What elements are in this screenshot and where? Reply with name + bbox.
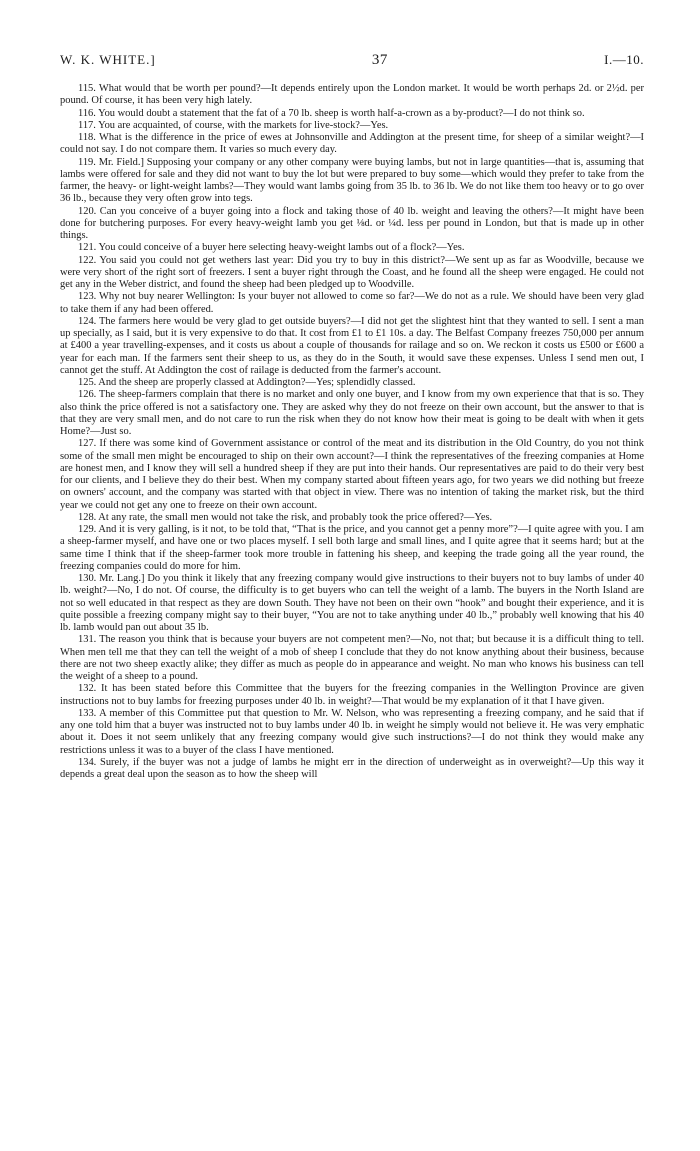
paragraph-115: 115. What would that be worth per pound?—It depends entirely upon the London market. It would be worth perhaps 2d. or 2½d. per pound. Of course, it has been very high lately. — [60, 83, 644, 107]
paragraph-118: 118. What is the difference in the price of ewes at Johnsonville and Addington at the present time, for sheep of a similar weight?—I could not say. I do not compare them. It varies so much every day. — [60, 132, 644, 156]
paragraph-128: 128. At any rate, the small men would not take the risk, and probably took the price offered?—Yes. — [78, 511, 493, 523]
paragraph-127: 127. If there was some kind of Government assistance or control of the meat and its distribution in the Old Country, do you not think some of the small men might be encouraged to ship on their own account?—I think the representatives of the freezing companies at Home are honest men, and I know they will sell a hundred sheep if they are put into their hands. Our representatives are paid to do their very best for our clients, and I believe they do their best. When my company started about fifteen years ago, for two years we did nothing but freeze on owners' account, and the company was started with that object in view. There was no intention of taking the market risk, but the third year we could not get any one to freeze on their own account. — [60, 438, 644, 511]
paragraph-133: 133. A member of this Committee put that question to Mr. W. Nelson, who was representing a freezing company, and he said that if any one told him that a buyer was instructed not to buy lambs under 40 lb. in weight he simply would not believe it. He was very emphatic about it. Does it not seem unlikely that any freezing company would give such instructions?—I do not think they would make any restrictions unless it was to a buyer of the class I have mentioned. — [60, 707, 644, 756]
paragraph-123: 123. Why not buy nearer Wellington: Is your buyer not allowed to come so far?—We do not as a rule. We should have been very glad to take them if any had been offered. — [60, 291, 644, 315]
paragraph-126: 126. The sheep-farmers complain that there is no market and only one buyer, and I know from my own experience that that is so. They also think the price offered is not a satisfactory one. They are asked why they do not freeze on their own account, but the answer to that is that they are very small men, and do not care to run the risk when they do not know how their meat is going to be dealt with when it gets Home?—Just so. — [60, 389, 644, 437]
paragraph-120: 120. Can you conceive of a buyer going into a flock and taking those of 40 lb. weight and leaving the others?—It might have been done for butchering purposes. For every heavy-weight lamb you get ⅛d. or ¼d. less per pound in London, but that is made up in other things. — [60, 205, 644, 241]
running-head-witness: W. K. WHITE.] — [60, 52, 156, 67]
paragraph-122: 122. You said you could not get wethers last year: Did you try to buy in this district?—We sent up as far as Woodville, because we were very short of the right sort of freezers. I sent a buyer right through the Coast, and he found all the sheep were engaged. He could not get any in the Weber district, and found the sheep had been pledged up to Woodville. — [60, 254, 644, 290]
paragraph-116: 116. You would doubt a statement that the fat of a 70 lb. sheep is worth half-a-crown as a by-product?—I do not think so. — [78, 107, 585, 119]
paragraph-121: 121. You could conceive of a buyer here selecting heavy-weight lambs out of a flock?—Yes. — [78, 242, 465, 254]
paragraph-117: 117. You are acquainted, of course, with the markets for live-stock?—Yes. — [78, 119, 389, 131]
paragraph-131: 131. The reason you think that is because your buyers are not competent men?—No, not that; but because it is a difficult thing to tell. When men tell me that they can tell the weight of a mob of sheep I conclude that they do not know anything about their business, because there are not two sheep exactly alike; they differ as much as people do in appearance and weight. No man who knows his business can tell the weight of a sheep to a pound. — [60, 634, 644, 682]
paper-reference: I.—10. — [604, 52, 644, 67]
paragraph-129: 129. And it is very galling, is it not, to be told that, “That is the price, and you cannot get a penny more”?—I quite agree with you. I am a sheep-farmer myself, and have one or two places myself. I sell both large and small lines, and I quite agree that it seems hard; but at the same time I think that if the sheep-farmer took more trouble in fattening his sheep, and keeping the trade going all the year round, the freezing companies could do more for him. — [60, 524, 644, 572]
page-number: 37 — [371, 52, 388, 68]
paragraph-134: 134. Surely, if the buyer was not a judge of lambs he might err in the direction of underweight as in overweight?—Up this way it depends a great deal upon the season as to how the sheep will — [60, 756, 644, 780]
paragraph-132: 132. It has been stated before this Committee that the buyers for the freezing companies in the Wellington Province are given instructions not to buy lambs for freezing purposes under 40 lb. in weight?—That would be my explanation of it that I have given. — [60, 683, 644, 707]
document-body — [60, 83, 644, 781]
paragraph-130: 130. Mr. Lang.] Do you think it likely that any freezing company would give instructions to their buyers not to buy lambs of under 40 lb. weight?—No, I do not. Of course, the difficulty is to get buyers who can tell the weight of a lamb. The buyers in the North Island are not so well educated in that respect as they are down South. They have not been on their own “hook” and bought their experience, and it is quite possible a freezing company might say to their buyer, “You are not to take anything under 40 lb.,” probably well knowing that his 40 lb. lamb would pan out about 35 lb. — [60, 573, 644, 633]
paragraph-119: 119. Mr. Field.] Supposing your company or any other company were buying lambs, but not in large quantities—that is, assuming that lambs were offered for sale and they did not want to buy the lot but were prepared to buy some—which would they prefer to take from the farmer, the heavy- or light-weight lambs?—They would want lambs going from 35 lb. to 36 lb. We do not like them too heavy or to go over 36 lb., because they very often grow into tegs. — [60, 156, 644, 205]
page-header — [60, 52, 644, 69]
paragraph-124: 124. The farmers here would be very glad to get outside buyers?—I did not get the slightest hint that they wanted to sell. I sent a man up specially, as I said, but it is very expensive to do that. It cost from £1 to £1 10s. a day. The Belfast Company freezes 750,000 per annum at £400 a year travelling-expenses, and it costs us about a couple of thousands for railage and so on. We reckon it costs us £500 or £600 a year for each man. If the farmers sent their sheep to us, as they do in the South, it would save these expenses. Unless I send men out, I cannot get the stuff. At Addington the cost of railage is deducted from the farmer's account. — [60, 315, 644, 376]
paragraph-125: 125. And the sheep are properly classed at Addington?—Yes; splendidly classed. — [78, 377, 416, 388]
